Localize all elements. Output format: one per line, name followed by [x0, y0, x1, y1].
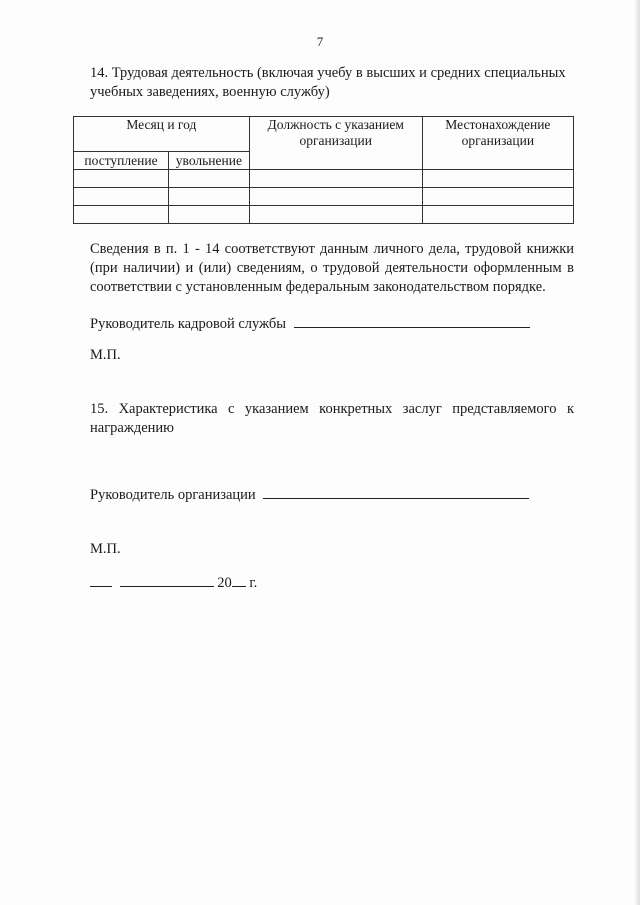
table-cell[interactable] — [249, 170, 422, 188]
stamp-place-2: М.П. — [90, 541, 121, 557]
table-row — [74, 188, 574, 206]
table-cell[interactable] — [169, 188, 250, 206]
org-head-signature-line[interactable] — [263, 484, 529, 499]
table-cell[interactable] — [74, 206, 169, 224]
table-cell[interactable] — [249, 188, 422, 206]
date-year-prefix: 20 — [217, 575, 232, 591]
table-cell[interactable] — [169, 206, 250, 224]
date-day-blank[interactable] — [90, 572, 112, 587]
table-cell[interactable] — [422, 170, 573, 188]
section-15-title: 15. Характеристика с указанием конкретных заслуг представляемого к награждению — [90, 401, 574, 436]
table-cell[interactable] — [422, 206, 573, 224]
section-14-title: 14. Трудовая деятельность (включая учебу в высших и средних специальных учебных заведениях, военную службу) — [90, 65, 566, 100]
table-cell[interactable] — [74, 170, 169, 188]
table-cell[interactable] — [422, 188, 573, 206]
table-cell[interactable] — [169, 170, 250, 188]
date-year-blank[interactable] — [232, 572, 246, 587]
org-head-signature — [90, 484, 529, 505]
date-field — [90, 572, 257, 593]
hr-head-signature — [90, 313, 530, 334]
subheader-exit: увольнение — [169, 152, 250, 170]
header-location: Местонахождение организации — [422, 117, 573, 170]
table-row — [74, 170, 574, 188]
table-row — [74, 206, 574, 224]
date-month-blank[interactable] — [120, 572, 214, 587]
work-history-table — [73, 116, 574, 224]
header-position: Должность с указанием организации — [249, 117, 422, 170]
date-year-suffix: г. — [249, 575, 258, 591]
subheader-entry: поступление — [74, 152, 169, 170]
stamp-place-1: М.П. — [90, 347, 121, 363]
table-cell[interactable] — [249, 206, 422, 224]
page-number: 7 — [316, 34, 324, 49]
org-head-label: Руководитель организации — [90, 487, 256, 503]
header-month-year: Месяц и год — [74, 117, 250, 152]
table-cell[interactable] — [74, 188, 169, 206]
verification-paragraph: Сведения в п. 1 - 14 соответствуют данным личного дела, трудовой книжки (при наличии) и (или) сведениям, о трудовой деятельности оформленным в соответствии с установленным федеральным законодательством порядке. — [90, 241, 574, 295]
hr-head-label: Руководитель кадровой службы — [90, 316, 287, 332]
hr-head-signature-line[interactable] — [294, 313, 530, 328]
